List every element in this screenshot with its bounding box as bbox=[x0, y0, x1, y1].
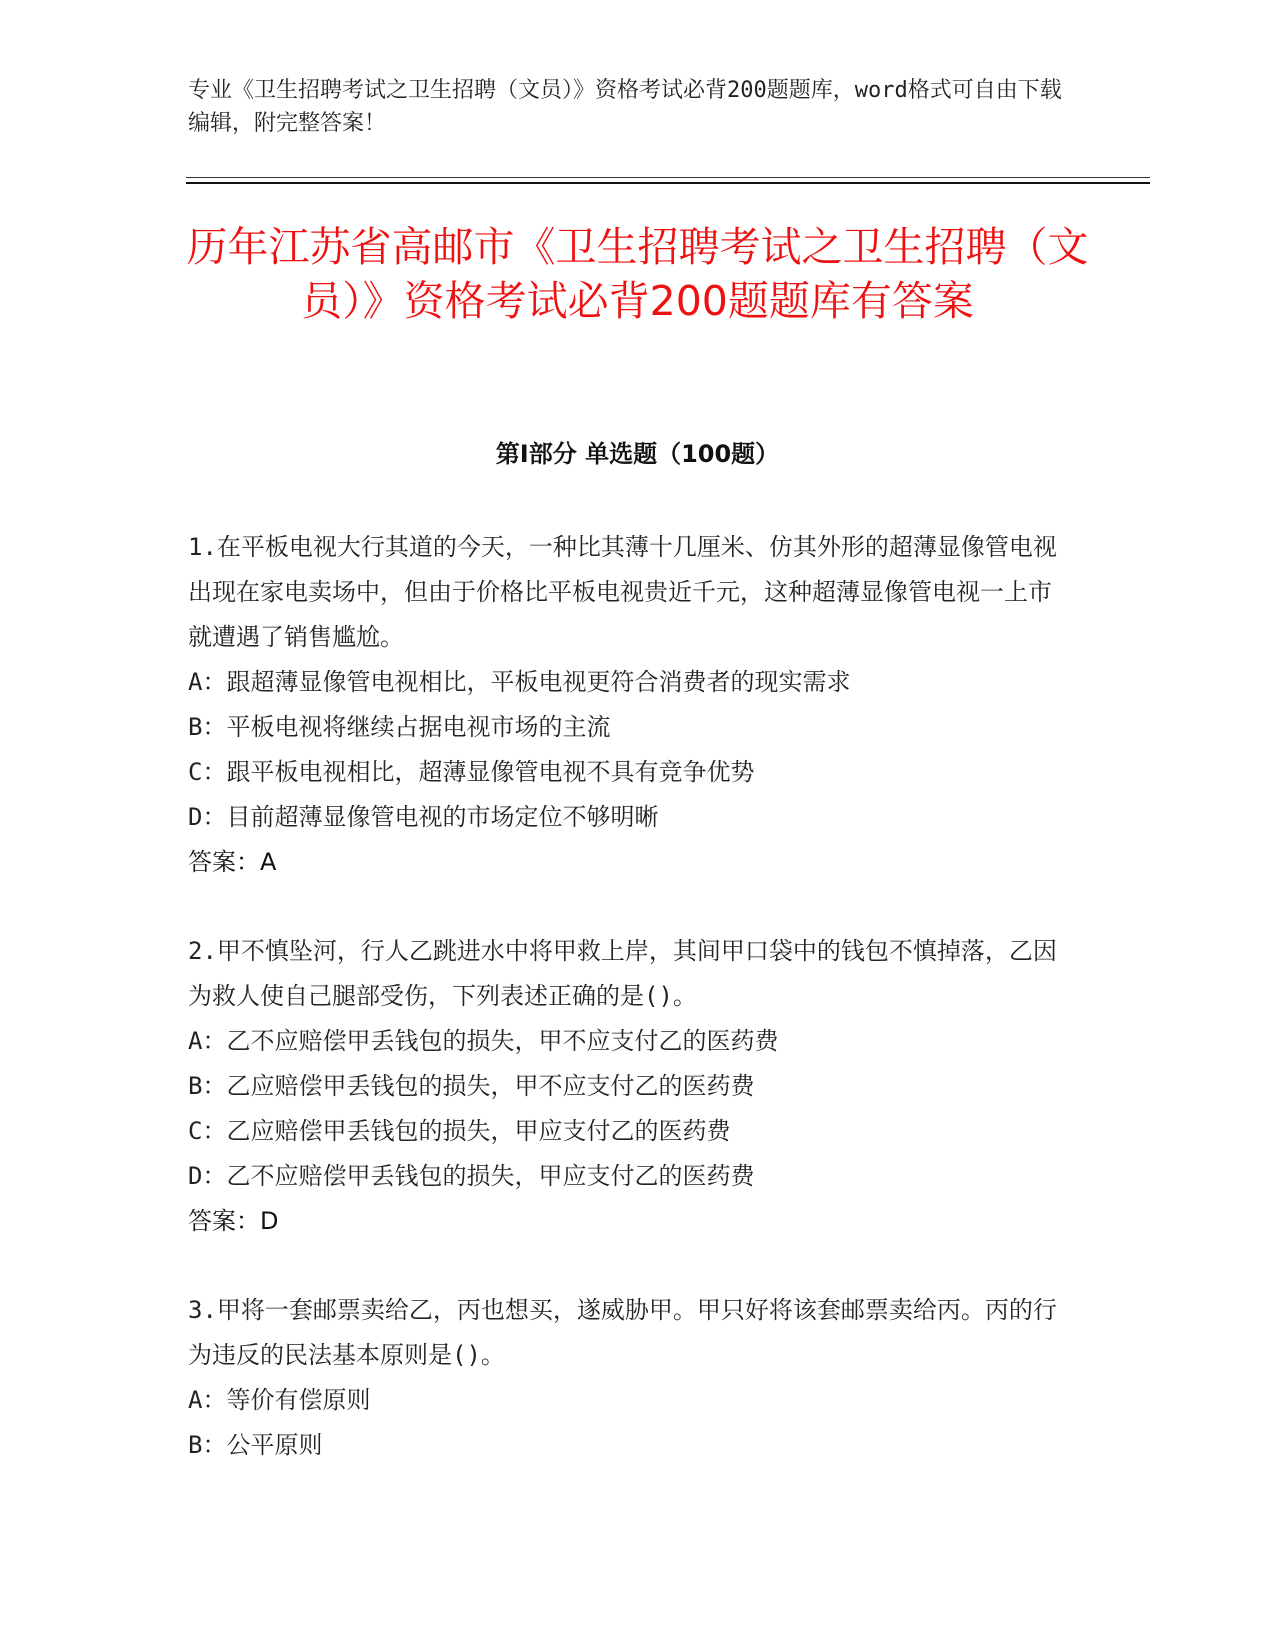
question-3 bbox=[188, 1288, 1068, 1468]
option-b: B：平板电视将继续占据电视市场的主流 bbox=[188, 713, 611, 741]
option-a: A：等价有偿原则 bbox=[188, 1386, 371, 1414]
option-c: C：跟平板电视相比，超薄显像管电视不具有竞争优势 bbox=[188, 758, 755, 786]
option-c: C：乙应赔偿甲丢钱包的损失，甲应支付乙的医药费 bbox=[188, 1117, 731, 1145]
question-1 bbox=[188, 525, 1068, 885]
header-note: 专业《卫生招聘考试之卫生招聘（文员）》资格考试必背200题题库，word格式可自由下载编辑，附完整答案！ bbox=[188, 78, 1062, 136]
header-divider-thick bbox=[186, 182, 1150, 184]
document-title: 历年江苏省高邮市《卫生招聘考试之卫生招聘（文员）》资格考试必背200题题库有答案 bbox=[186, 223, 1089, 325]
option-a: A：乙不应赔偿甲丢钱包的损失，甲不应支付乙的医药费 bbox=[188, 1027, 779, 1055]
option-d: D：乙不应赔偿甲丢钱包的损失，甲应支付乙的医药费 bbox=[188, 1162, 755, 1190]
header-divider-thin bbox=[186, 177, 1150, 178]
answer: 答案：A bbox=[188, 848, 277, 876]
option-d: D：目前超薄显像管电视的市场定位不够明晰 bbox=[188, 803, 659, 831]
question-list bbox=[188, 525, 1068, 1512]
option-b: B：公平原则 bbox=[188, 1431, 323, 1459]
question-stem: 3.甲将一套邮票卖给乙，丙也想买，遂威胁甲。甲只好将该套邮票卖给丙。丙的行为违反的民法基本原则是()。 bbox=[188, 1296, 1057, 1369]
section-title: 第I部分 单选题（100题） bbox=[495, 440, 780, 468]
question-2 bbox=[188, 929, 1068, 1244]
question-stem: 1.在平板电视大行其道的今天，一种比其薄十几厘米、仿其外形的超薄显像管电视出现在家电卖场中，但由于价格比平板电视贵近千元，这种超薄显像管电视一上市就遭遇了销售尴尬。 bbox=[188, 533, 1057, 651]
answer: 答案：D bbox=[188, 1207, 279, 1235]
question-stem: 2.甲不慎坠河，行人乙跳进水中将甲救上岸，其间甲口袋中的钱包不慎掉落，乙因为救人使自己腿部受伤，下列表述正确的是()。 bbox=[188, 937, 1057, 1010]
option-b: B：乙应赔偿甲丢钱包的损失，甲不应支付乙的医药费 bbox=[188, 1072, 755, 1100]
option-a: A：跟超薄显像管电视相比，平板电视更符合消费者的现实需求 bbox=[188, 668, 851, 696]
